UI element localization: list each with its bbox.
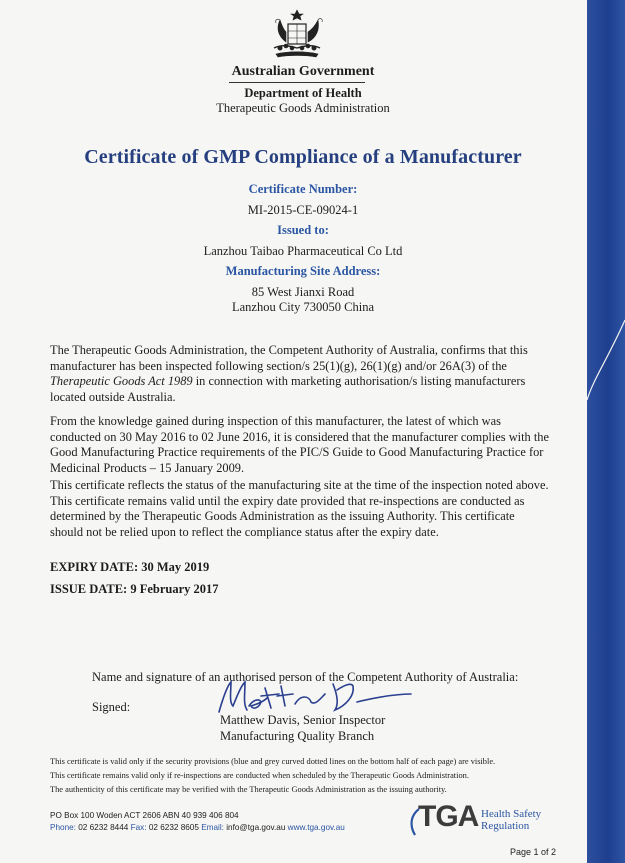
phone-label: Phone: <box>50 823 76 832</box>
paragraph-validity-text: This certificate reflects the status of the manufacturing site at the time of the inspection noted above. This certificate remains valid until the expiry date provided that re-inspections are conducted as determined by the Therapeutic Goods Administration as the issuing Authority. This certificate should not be relied upon to reflect the compliance status after the expiry date. <box>50 478 549 539</box>
paragraph-validity <box>50 478 550 540</box>
security-curve-line <box>587 0 625 863</box>
issue-date: ISSUE DATE: 9 February 2017 <box>50 582 219 596</box>
government-name: Australian Government <box>231 64 375 79</box>
tga-logo-text: TGA <box>418 800 479 833</box>
signatory-branch: Manufacturing Quality Branch <box>220 729 375 743</box>
postal-address: PO Box 100 Woden ACT 2606 ABN 40 939 406 804 <box>50 811 239 820</box>
page-title: Certificate of GMP Compliance of a Manufacturer <box>84 146 522 168</box>
footnote-security: This certificate is valid only if the security provisions (blue and grey curved dotted lines on the bottom half of each page) are visible. <box>50 757 496 766</box>
tga-tagline-line1: Health Safety <box>481 808 542 820</box>
fax-label: Fax: <box>130 823 147 832</box>
footnote-reinspection: This certificate remains valid only if re-inspections are conducted when scheduled by the Therapeutic Goods Administration. <box>50 771 469 780</box>
act-title: Therapeutic Goods Act 1989 <box>50 374 193 389</box>
page-number: Page 1 of 2 <box>510 847 557 857</box>
email-label: Email: <box>201 823 224 832</box>
paragraph-inspection-text: From the knowledge gained during inspection of this manufacturer, the latest of which was conducted on 30 May 2016 to 02 June 2016, it is considered that the manufacturer complies with the Good Manufacturing Practice requirements of the PIC/S Guide to Good Manufacturing Practice for Medicinal Products – 15 January 2009. <box>50 414 549 475</box>
email-address[interactable]: info@tga.gov.au <box>226 823 286 832</box>
expiry-date: EXPIRY DATE: 30 May 2019 <box>50 560 210 574</box>
issued-to-value: Lanzhou Taibao Pharmaceutical Co Ltd <box>203 244 403 258</box>
header-divider <box>229 82 365 83</box>
footnote-authenticity: The authenticity of this certificate may be verified with the Therapeutic Goods Administration as the issuing authority. <box>50 785 447 794</box>
phone-number: 02 6232 8444 <box>78 823 129 832</box>
department-name: Department of Health <box>244 86 362 100</box>
agency-name: Therapeutic Goods Administration <box>216 101 390 115</box>
handwritten-signature-icon <box>205 676 415 718</box>
paragraph-authority <box>50 343 550 405</box>
signature-intro: Name and signature of an authorised person of the Competent Authority of Australia: <box>92 670 519 684</box>
site-address-line2: Lanzhou City 730050 China <box>232 300 374 314</box>
coat-of-arms-icon <box>262 8 332 60</box>
signatory-name: Matthew Davis, Senior Inspector <box>220 713 386 727</box>
tga-tagline-line2: Regulation <box>481 820 530 832</box>
signed-label: Signed: <box>92 700 131 714</box>
certificate-number-label: Certificate Number: <box>248 182 358 196</box>
paragraph-inspection <box>50 414 550 476</box>
site-address-label: Manufacturing Site Address: <box>225 264 381 278</box>
website-link[interactable]: www.tga.gov.au <box>287 823 345 832</box>
paragraph-authority-text-a: The Therapeutic Goods Administration, the Competent Authority of Australia, confirms that this manufacturer has been inspected following section/s 25(1)(g), 26(1)(g) and/or 26A(3) of the <box>50 343 528 373</box>
contact-line <box>50 823 345 832</box>
paragraph-authority-text-b: in connection with marketing authorisation/s listing manufacturers located outside Australia. <box>50 374 526 404</box>
certificate-number-value: MI-2015-CE-09024-1 <box>247 203 359 217</box>
site-address-line1: 85 West Jianxi Road <box>251 285 355 299</box>
fax-number: 02 6232 8605 <box>148 823 199 832</box>
issued-to-label: Issued to: <box>277 223 329 237</box>
